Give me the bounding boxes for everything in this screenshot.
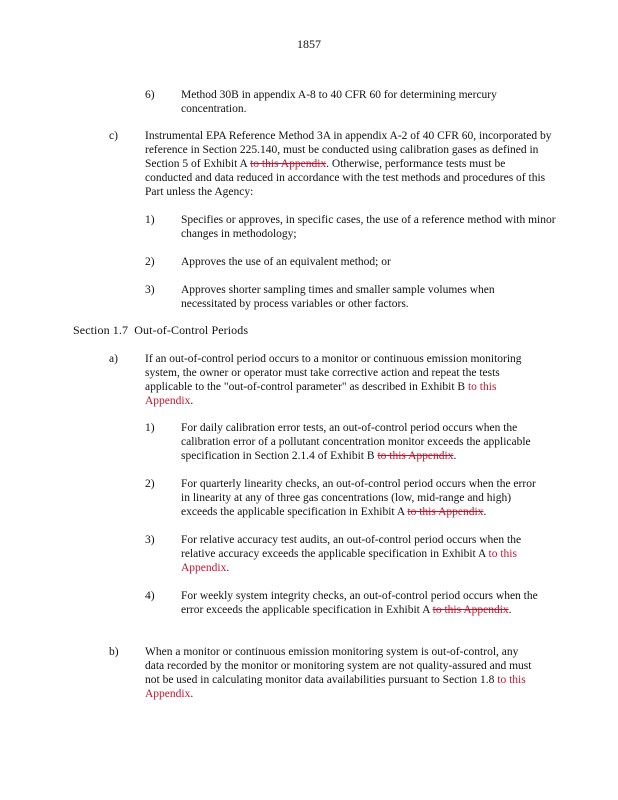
section-heading: Section 1.7 Out-of-Control Periods [73,323,249,337]
paragraph-item-b [145,645,540,701]
inserted-text: to this Appendix [145,381,497,407]
paragraph-text: . [453,450,457,462]
inserted-text: to this Appendix [181,548,517,574]
paragraph-text: . [190,688,194,700]
deleted-text: to this Appendix [432,604,509,616]
paragraph-text: For relative accuracy test audits, an out-of-control period occurs when the relative accuracy exceeds the applicable specification in Exhibit A [181,534,522,560]
list-label: 3) [145,534,155,546]
paragraph-text: For quarterly linearity checks, an out-of-control period occurs when the error in linearity at any of three gas concentrations (low, mid-range and high) exceeds the applicable specification in Exhibit A [181,478,536,518]
paragraph-text: If an out-of-control period occurs to a monitor or continuous emission monitoring system, the owner or operator must take corrective action and repeat the tests applicable to the "out-of-control parameter" as described in Exhibit B [145,353,522,393]
paragraph-item-a1 [181,421,541,463]
paragraph-text: For daily calibration error tests, an out-of-control period occurs when the calibration error of a pollutant concentration monitor exceeds the applicable specification in Section 2.1.4 of Exhibit B [181,422,531,462]
paragraph-item-c1: Specifies or approves, in specific cases, the use of a reference method with minor changes in methodology; [181,214,556,240]
inserted-text: to this Appendix [145,674,526,700]
list-label: 1) [145,214,155,226]
paragraph-text: . [483,506,487,518]
list-label: 3) [145,284,155,296]
list-label: 4) [145,590,155,602]
list-label: 2) [145,256,155,268]
list-label: a) [109,353,118,365]
paragraph-text: . [190,395,194,407]
list-label: 1) [145,422,155,434]
paragraph-item-a4 [181,589,546,617]
paragraph-item-6: Method 30B in appendix A-8 to 40 CFR 60 for determining mercury concentration. [181,89,497,115]
paragraph-item-a2 [181,477,541,519]
list-label: c) [109,130,118,142]
list-label: 2) [145,478,155,490]
deleted-text: to this Appendix [377,450,454,462]
list-label: 6) [145,89,155,101]
paragraph-text: . Otherwise, performance tests must be conducted and data reduced in accordance with the test methods and procedures of this Part unless the Agency: [145,158,546,198]
deleted-text: to this Appendix [407,506,484,518]
paragraph-text: . [508,604,512,616]
paragraph-item-c [145,129,555,199]
paragraph-text: When a monitor or continuous emission monitoring system is out-of-control, any data recorded by the monitor or monitoring system are not quality-assured and must not be used in calculating monitor data availabilities pursuant to Section 1.8 [145,646,532,686]
paragraph-text: Instrumental EPA Reference Method 3A in appendix A-2 of 40 CFR 60, incorporated by reference in Section 225.140, must be conducted using calibration gases as defined in Section 5 of Exhibit A [145,130,552,170]
paragraph-text: . [226,562,230,574]
paragraph-item-a [145,352,545,408]
paragraph-item-a3 [181,533,546,575]
paragraph-text: For weekly system integrity checks, an out-of-control period occurs when the error exceeds the applicable specification in Exhibit A [181,590,538,616]
paragraph-item-c2: Approves the use of an equivalent method; or [181,256,391,268]
page-number: 1857 [297,37,321,51]
paragraph-item-c3: Approves shorter sampling times and smaller sample volumes when necessitated by process variables or other factors. [181,284,495,310]
deleted-text: to this Appendix [250,158,327,170]
list-label: b) [109,646,119,658]
